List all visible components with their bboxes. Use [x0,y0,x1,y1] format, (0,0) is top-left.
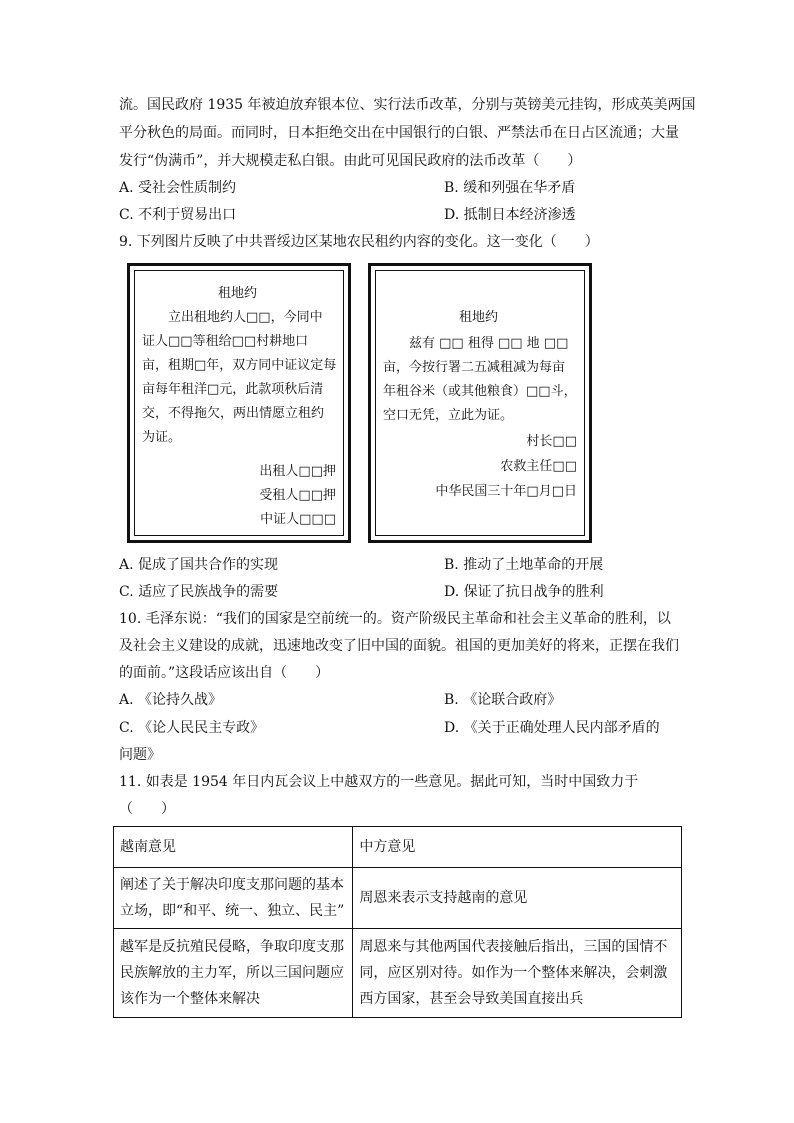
q8-option-c[interactable]: C. 不利于贸易出口 [119,207,237,223]
table-cell [353,929,682,1018]
q8-option-a[interactable]: A. 受社会性质制约 [119,180,237,196]
geneva-opinions-table [113,826,682,1018]
contract-line: 亩每年租洋□元，此款项秋后清 [142,382,324,397]
contract-signature: 中证人□□□ [260,512,336,527]
contract-line: 亩，租期□年，双方同中证议定每 [142,358,337,373]
q10-option-c[interactable]: C. 《论人民民主专政》 [119,720,265,736]
table-row [114,929,682,1018]
cell-line: 民族解放的主力军，所以三国问题应 [120,965,344,981]
cell-line: 同，应区别对待。如作为一个整体来解决，会刺激 [359,965,668,981]
table-cell [353,868,682,929]
q10-stem-line-2: 及社会主义建设的成就，迅速地改变了旧中国的面貌。祖国的更加美好的将来，正摆在我们 [119,638,679,654]
q9-option-a[interactable]: A. 促成了国共合作的实现 [119,557,279,573]
contract-line: 空口无凭，立此为证。 [383,408,514,423]
contract-title: 租地约 [459,310,499,325]
q10-option-b[interactable]: B. 《论联合政府》 [444,692,562,708]
table-header-row [114,827,682,868]
q9-option-d[interactable]: D. 保证了抗日战争的胜利 [444,584,604,600]
cell-line: 周恩来与其他两国代表接触后指出，三国的国情不 [359,939,668,955]
q8-stem-line-3: 发行“伪满币”，并大规模走私白银。由此可见国民政府的法币改革（ ） [119,153,582,169]
contract-line: 立出租地约人□□，今同中 [168,310,323,325]
contract-line: 证人□□等租给□□村耕地口 [142,334,309,349]
q10-stem-line-1: 10. 毛泽东说：“我们的国家是空前统一的。资产阶级民主革命和社会主义革命的胜利，以 [119,611,671,627]
contract-signature: 农救主任□□ [500,459,577,474]
contract-title: 租地约 [218,286,258,301]
table-cell [114,929,353,1018]
contract-line: 年租谷米（或其他粮食）□□斗， [383,384,577,399]
contract-signature: 受租人□□押 [259,488,336,503]
q9-option-b[interactable]: B. 推动了土地革命的开展 [444,557,604,573]
contract-line: 兹有 □□ 租得 □□ 地 □□ [409,336,569,351]
cell-line: 立场，即“和平、统一、独立、民主” [120,903,345,919]
q9-stem: 9. 下列图片反映了中共晋绥边区某地农民租约内容的变化。这一变化（ ） [119,234,599,250]
q9-option-c[interactable]: C. 适应了民族战争的需要 [119,584,279,600]
cell-line: 该作为一个整体来解决 [120,991,260,1007]
contract-line: 亩，今按行署二五减租减为每亩 [383,360,566,375]
q8-stem-line-1: 流。国民政府 1935 年被迫放弃银本位、实行法币改革，分别与英镑美元挂钩，形成英美两国 [119,97,696,113]
table-cell [114,868,353,929]
contract-signature: 村长□□ [526,434,577,449]
q8-stem-line-2: 平分秋色的局面。而同时，日本拒绝交出在中国银行的白银、严禁法币在日占区流通；大量 [119,125,679,141]
table-header-cell: 越南意见 [114,827,353,868]
q11-stem-line-1: 11. 如表是 1954 年日内瓦会议上中越双方的一些意见。据此可知，当时中国致力于 [119,774,639,790]
table-header-cell: 中方意见 [353,827,682,868]
lease-contract-new [368,263,592,543]
q10-option-d[interactable]: D. 《关于正确处理人民内部矛盾的 [444,720,660,736]
lease-contract-old [127,263,351,543]
contract-line: 为证。 [142,430,182,445]
table-row [114,868,682,929]
cell-line: 阐述了关于解决印度支那问题的基本 [120,877,344,893]
contract-line: 交，不得拖欠，两出情愿立租约 [142,406,325,421]
cell-line: 越军是反抗殖民侵略，争取印度支那 [120,939,344,955]
q8-option-b[interactable]: B. 缓和列强在华矛盾 [444,180,576,196]
q11-stem-line-2: （ ） [119,801,175,817]
q10-option-d-continued: 问题》 [119,747,161,763]
q8-option-d[interactable]: D. 抵制日本经济渗透 [444,207,576,223]
cell-line: 西方国家，甚至会导致美国直接出兵 [359,991,584,1007]
contract-date: 中华民国三十年□月□日 [435,484,577,499]
cell-line: 周恩来表示支持越南的意见 [359,890,528,906]
q10-option-a[interactable]: A. 《论持久战》 [119,692,223,708]
contract-signature: 出租人□□押 [259,464,336,479]
q10-stem-line-3: 的面前。”这段话应该出自（ ） [119,665,330,681]
